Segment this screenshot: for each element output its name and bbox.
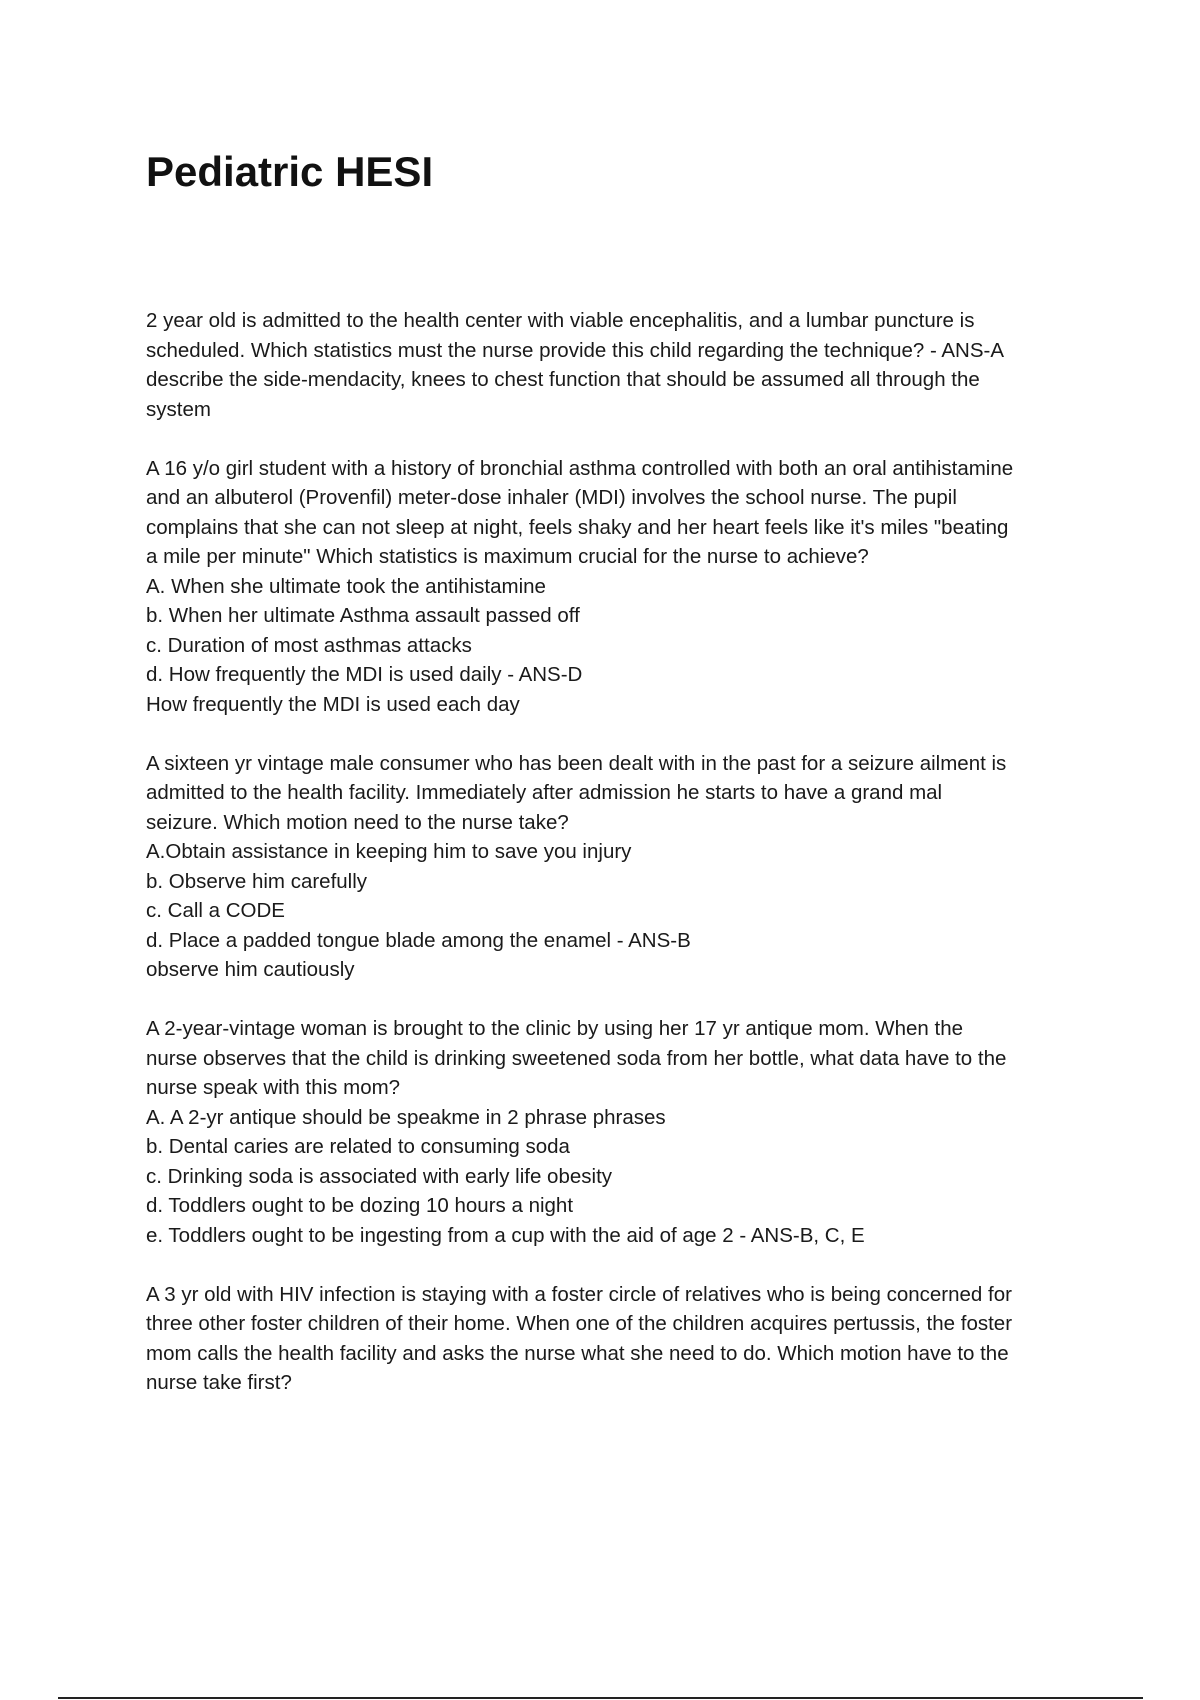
text-line: seizure. Which motion need to the nurse take? — [146, 810, 569, 834]
text-line: A 16 y/o girl student with a history of bronchial asthma controlled with both an oral antihistamine — [146, 456, 1014, 480]
answer-option: A.Obtain assistance in keeping him to save you injury — [146, 840, 632, 863]
text-line: system — [146, 397, 211, 421]
answer-option: c. Duration of most asthmas attacks — [146, 633, 472, 657]
answer-option: b. Observe him carefully — [146, 869, 368, 893]
question-block-4 — [146, 1014, 1096, 1250]
page-title: Pediatric HESI — [146, 148, 434, 195]
text-line: and an albuterol (Provenfil) meter-dose inhaler (MDI) involves the school nurse. The pupil — [146, 486, 957, 509]
answer-option: A. When she ultimate took the antihistamine — [146, 574, 546, 598]
footer-divider — [58, 1697, 1143, 1699]
text-line: A 2-year-vintage woman is brought to the clinic by using her 17 yr antique mom. When the — [146, 1017, 964, 1040]
text-line: three other foster children of their home. When one of the children acquires pertussis, the foster — [146, 1312, 1013, 1335]
text-line: nurse take first? — [146, 1371, 292, 1394]
text-line: 2 year old is admitted to the health center with viable encephalitis, and a lumbar puncture is — [146, 309, 975, 332]
question-block-2 — [146, 454, 1096, 720]
document-body — [146, 306, 1096, 1427]
answer-explanation: How frequently the MDI is used each day — [146, 692, 520, 716]
answer-option: c. Call a CODE — [146, 899, 285, 922]
question-block-1 — [146, 306, 1096, 424]
text-line: a mile per minute" Which statistics is maximum crucial for the nurse to achieve? — [146, 545, 869, 568]
text-line: describe the side-mendacity, knees to chest function that should be assumed all through the — [146, 368, 980, 391]
answer-option: b. When her ultimate Asthma assault passed off — [146, 604, 580, 627]
text-line: A 3 yr old with HIV infection is staying with a foster circle of relatives who is being concerned for — [146, 1282, 1012, 1306]
answer-option: e. Toddlers ought to be ingesting from a cup with the aid of age 2 - ANS-B, C, E — [146, 1223, 865, 1247]
text-line: nurse speak with this mom? — [146, 1076, 401, 1099]
question-block-5 — [146, 1280, 1096, 1398]
text-line: nurse observes that the child is drinking sweetened soda from her bottle, what data have to the — [146, 1046, 1007, 1070]
answer-option: d. How frequently the MDI is used daily - ANS-D — [146, 663, 583, 686]
text-line: complains that she can not sleep at night, feels shaky and her heart feels like it's miles "beating — [146, 515, 1009, 539]
answer-option: d. Toddlers ought to be dozing 10 hours a night — [146, 1194, 574, 1217]
text-line: mom calls the health facility and asks the nurse what she need to do. Which motion have to the — [146, 1341, 1009, 1365]
answer-option: d. Place a padded tongue blade among the enamel - ANS-B — [146, 928, 691, 952]
answer-explanation: observe him cautiously — [146, 958, 355, 981]
answer-option: A. A 2-yr antique should be speakme in 2 phrase phrases — [146, 1105, 666, 1129]
answer-option: c. Drinking soda is associated with early life obesity — [146, 1164, 613, 1188]
answer-option: b. Dental caries are related to consuming soda — [146, 1135, 570, 1158]
text-line: admitted to the health facility. Immediately after admission he starts to have a grand mal — [146, 781, 943, 804]
text-line: A sixteen yr vintage male consumer who has been dealt with in the past for a seizure ailment is — [146, 751, 1007, 775]
text-line: scheduled. Which statistics must the nurse provide this child regarding the technique? - ANS-A — [146, 338, 1005, 362]
question-block-3 — [146, 749, 1096, 985]
